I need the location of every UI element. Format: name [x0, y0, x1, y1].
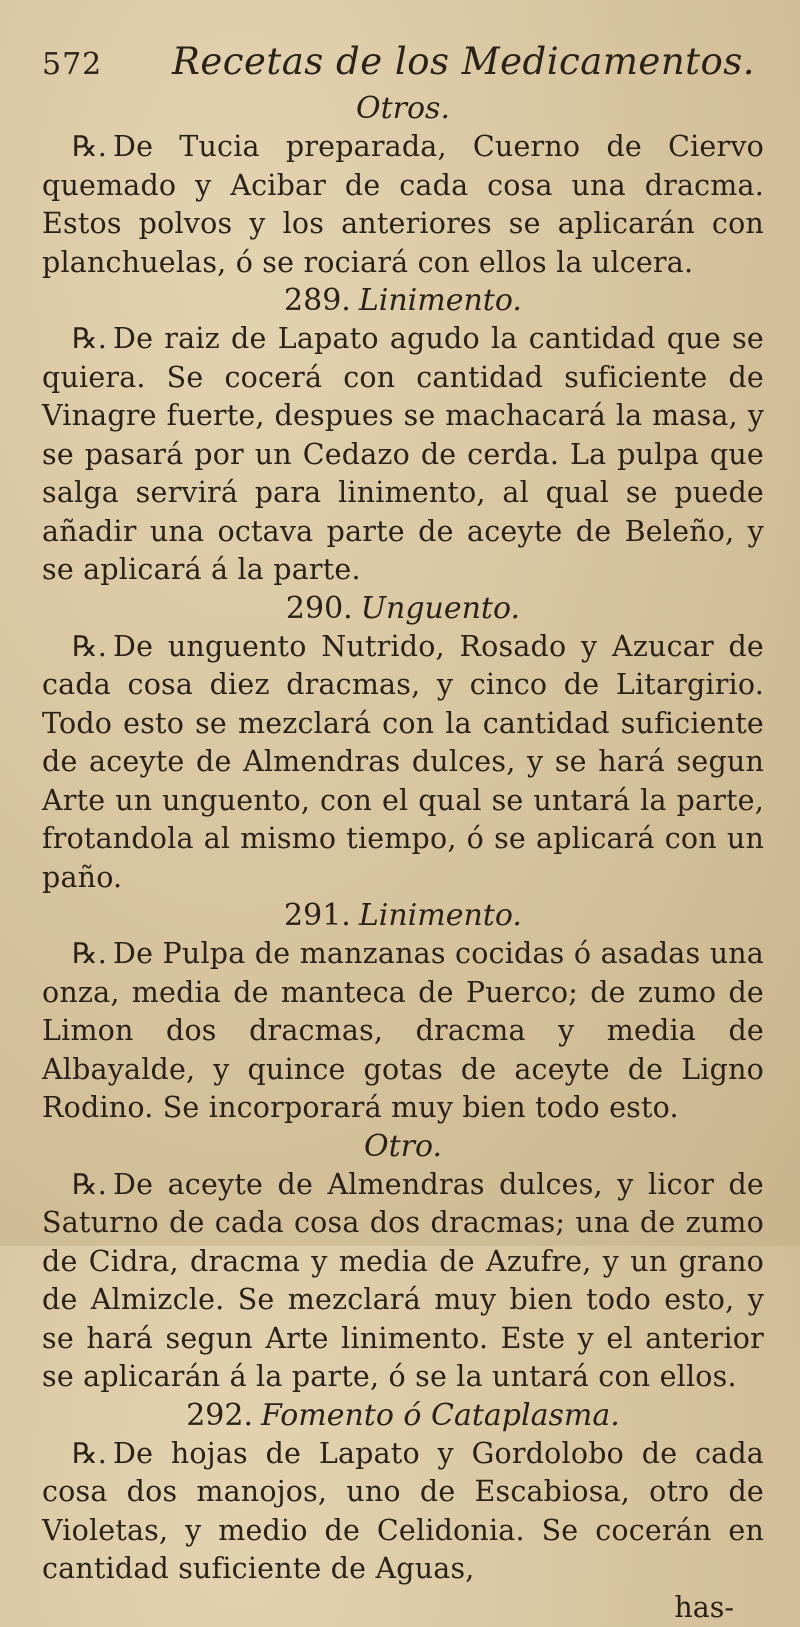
recipe-body: De Pulpa de manzanas cocidas ó asadas una onza, media de manteca de Puerco; de zumo de Limon dos dracmas, dracma y media de Albayalde, y quince gotas de aceyte de Ligno Rodino. Se incorporará muy bien todo esto. [42, 937, 764, 1124]
recipe-heading [42, 282, 764, 320]
recipe-body: De raiz de Lapato agudo la cantidad que se quiera. Se cocerá con cantidad suficiente de Vinagre fuerte, despues se machacará la masa, y se pasará por un Cedazo de cerda. La pulpa que salga servirá para linimento, al qual se puede añadir una octava parte de aceyte de Beleño, y se aplicará á la parte. [42, 322, 764, 586]
recipe-name: Unguento. [360, 590, 521, 626]
recipe-heading [42, 1397, 764, 1435]
recipe-text [42, 128, 764, 282]
recipe-text [42, 628, 764, 898]
book-page [42, 40, 764, 1627]
recipe-symbol: ℞. [72, 1167, 108, 1201]
recipe-symbol: ℞. [72, 1436, 108, 1470]
section-heading: Otro. [363, 1128, 443, 1164]
recipe-symbol: ℞. [72, 937, 108, 970]
recipe-number: 291. [284, 898, 351, 933]
recipe-292 [42, 1397, 764, 1627]
recipe-body: De Tucia preparada, Cuerno de Ciervo quemado y Acibar de cada cosa una dracma. Estos polvos y los anteriores se aplicarán con planchuelas, ó se rociará con ellos la ulcera. [42, 130, 764, 279]
section-otros [42, 90, 764, 282]
recipe-symbol: ℞. [72, 130, 108, 163]
running-head [42, 40, 764, 90]
recipe-name: Fomento ó Cataplasma. [261, 1397, 620, 1433]
section-heading: Otros. [356, 91, 450, 126]
recipe-heading [42, 897, 764, 935]
recipe-body: De unguento Nutrido, Rosado y Azucar de cada cosa diez dracmas, y cinco de Litargirio. Todo esto se mezclará con la cantidad suficiente de aceyte de Almendras dulces, y se hará segun Arte un unguento, con el qual se untará la parte, frotandola al mismo tiempo, ó se aplicará con un paño. [42, 629, 764, 894]
recipe-name: Linimento. [358, 898, 522, 933]
recipe-name: Linimento. [358, 283, 522, 318]
recipe-heading [42, 590, 764, 628]
recipe-number: 290. [285, 590, 353, 626]
recipe-290 [42, 590, 764, 898]
recipe-291 [42, 897, 764, 1128]
section-otro [42, 1128, 764, 1397]
recipe-symbol: ℞. [72, 629, 108, 663]
recipe-number: 292. [186, 1397, 254, 1433]
recipe-body: De aceyte de Almendras dulces, y licor de Saturno de cada cosa dos dracmas; una de zumo de Cidra, dracma y media de Azufre, y un grano de Almizcle. Se mezclará muy bien todo esto, y se hará segun Arte linimento. Este y el anterior se aplicarán á la parte, ó se la untará con ellos. [42, 1167, 764, 1393]
running-title: Recetas de los Medicamentos. [172, 40, 756, 83]
recipe-text [42, 320, 764, 590]
page-number: 572 [42, 47, 103, 82]
catchword: has- [674, 1590, 734, 1624]
recipe-289 [42, 282, 764, 590]
recipe-text [42, 1166, 764, 1397]
recipe-symbol: ℞. [72, 322, 108, 355]
recipe-body: De hojas de Lapato y Gordolobo de cada cosa dos manojos, uno de Escabiosa, otro de Violetas, y medio de Celidonia. Se cocerán en cantidad suficiente de Aguas, [42, 1436, 764, 1585]
recipe-text [42, 1435, 764, 1589]
recipe-text [42, 935, 764, 1128]
recipe-number: 289. [284, 283, 351, 318]
